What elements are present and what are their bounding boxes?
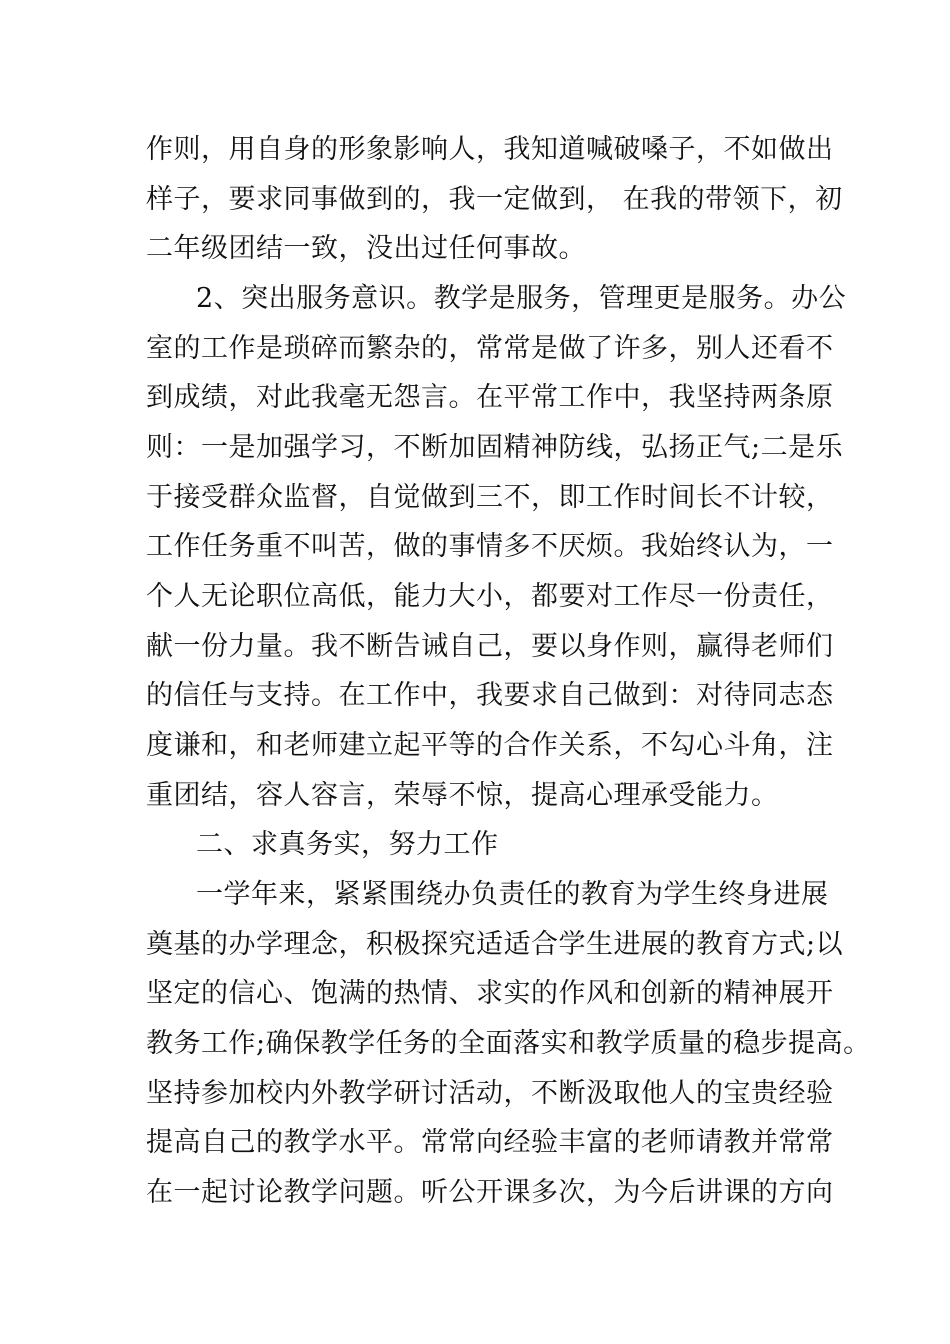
text-line: 则：一是加强学习，不断加固精神防线，弘扬正气;二是乐 <box>146 432 844 463</box>
text-line: 的信任与支持。在工作中，我要求自己做到：对待同志态 <box>146 680 834 711</box>
text-line: 献一份力量。我不断告诫自己，要以身作则，赢得老师们 <box>146 631 834 662</box>
text-line: 样子，要求同事做到的，我一定做到， 在我的带领下，初 <box>146 184 843 215</box>
paragraph-start-line: 2、突出服务意识。教学是服务，管理更是服务。办公 <box>196 283 847 314</box>
text-line: 到成绩，对此我毫无怨言。在平常工作中，我坚持两条原 <box>146 382 834 413</box>
section-heading: 二、求真务实，努力工作 <box>196 829 499 860</box>
text-line: 坚持参加校内外教学研讨活动，不断汲取他人的宝贵经验 <box>146 1078 834 1109</box>
text-line: 度谦和，和老师建立起平等的合作关系，不勾心斗角，注 <box>146 730 834 761</box>
text-line: 奠基的办学理念，积极探究适适合学生进展的教育方式;以 <box>146 929 844 960</box>
text-line: 在一起讨论教学问题。听公开课多次，为今后讲课的方向 <box>146 1177 834 1208</box>
text-line: 作则，用自身的形象影响人，我知道喊破嗓子，不如做出 <box>146 134 834 165</box>
text-line: 提高自己的教学水平。常常向经验丰富的老师请教并常常 <box>146 1127 834 1158</box>
text-line: 二年级团结一致，没出过任何事故。 <box>146 233 586 264</box>
paragraph-start-line: 一学年来，紧紧围绕办负责任的教育为学生终身进展 <box>196 879 829 910</box>
text-line: 个人无论职位高低，能力大小，都要对工作尽一份责任， <box>146 581 834 612</box>
text-line: 坚定的信心、饱满的热情、求实的作风和创新的精神展开 <box>146 978 834 1009</box>
text-line: 室的工作是琐碎而繁杂的，常常是做了许多，别人还看不 <box>146 333 834 364</box>
text-line: 于接受群众监督，自觉做到三不，即工作时间长不计较， <box>146 482 834 513</box>
text-line: 工作任务重不叫苦，做的事情多不厌烦。我始终认为，一 <box>146 531 834 562</box>
text-line: 教务工作;确保教学任务的全面落实和教学质量的稳步提高。 <box>146 1028 871 1059</box>
text-line: 重团结，容人容言，荣辱不惊，提高心理承受能力。 <box>146 780 779 811</box>
